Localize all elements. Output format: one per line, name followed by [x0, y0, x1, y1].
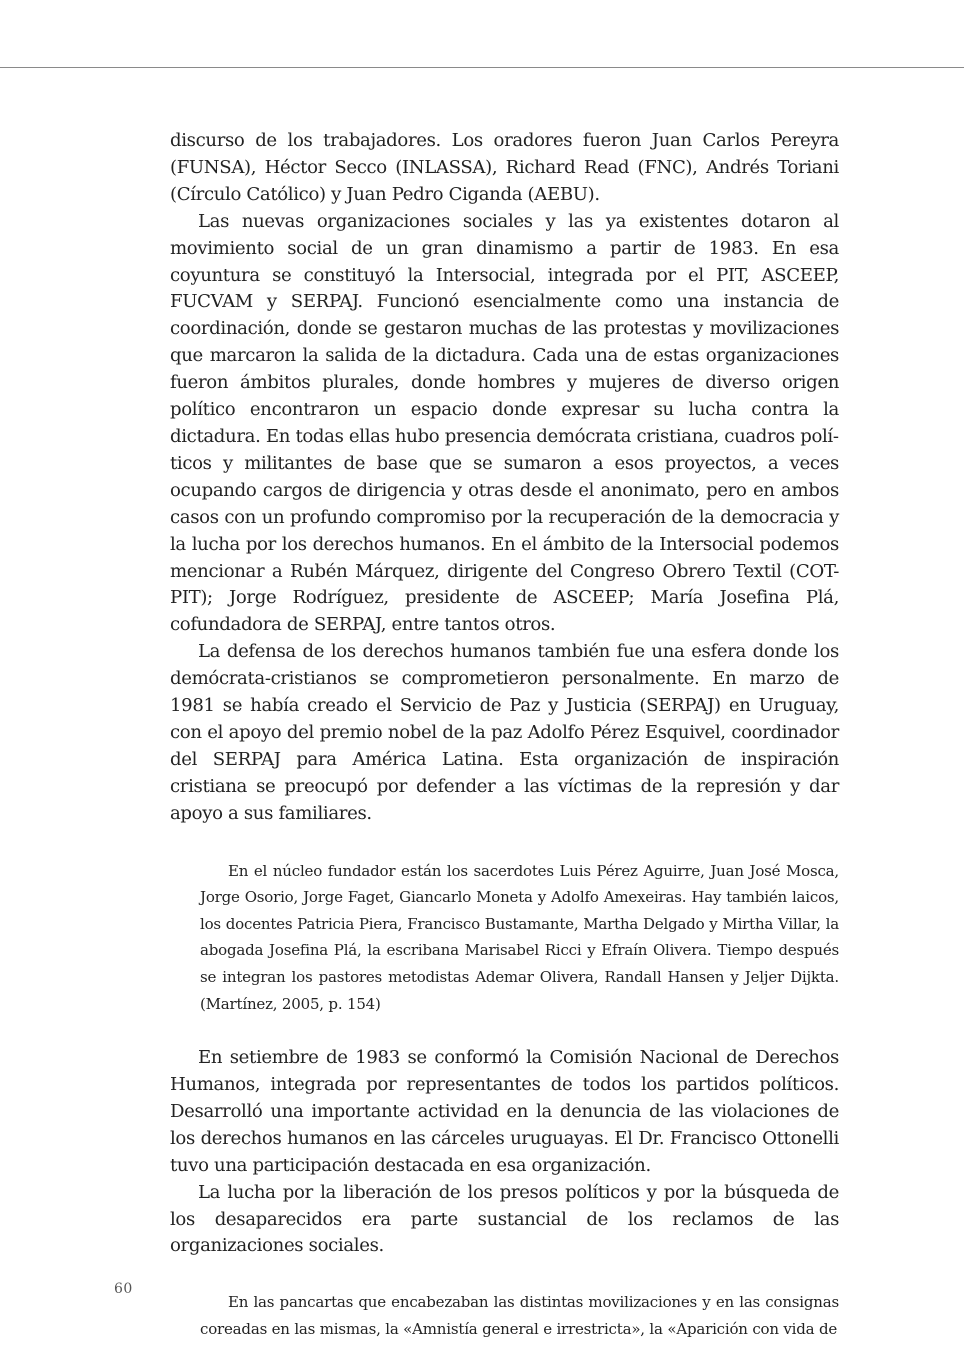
header-rule [0, 67, 964, 68]
block-quote: En el núcleo fundador están los sacerdotes Luis Pérez Aguirre, Juan José Mosca, Jorge Osorio, Jorge Faget, Giancarlo Moneta y Adolfo Amexeiras. Hay también laicos, los docentes Patricia Piera, Francisco Bustamante, Martha Delgado y Mirtha Villar, la abogada Josefina Plá, la escribana Marisabel Ricci y Efraín Olivera. Tiempo después se integran los pastores metodistas Ademar Olivera, Randall Hansen y Jeljer Dijkta. (Martínez, 2005, p. 154) [200, 861, 839, 1013]
paragraph: Las nuevas organizaciones sociales y las ya existentes dotaron al movimiento social de un gran dinamismo a partir de 1983. En esa coyuntura se constituyó la Intersocial, integrada por el PIT, ASCEEP, FUCVAM y SERPAJ. Funcionó esencialmente como una instancia de coordinación, donde se gestaron muchas de las protestas y movilizaciones que marcaron la salida de la dictadura. Cada una de estas organizaciones fueron ámbitos plurales, donde hombres y mujeres de diverso origen político encontraron un espacio donde expresar su lucha contra la dictadura. En todas ellas hubo presencia demócrata cristiana, cuadros políticos y militantes de base que se sumaron a esos proyectos, a veces ocupando cargos de dirigencia y otras desde el anonimato, pero en ambos casos con un profundo compromiso por la recuperación de la democracia y la lucha por los derechos humanos. En el ámbito de la Intersocial podemos mencionar a Rubén Márquez, dirigente del Congreso Obrero Textil (COT-PIT); Jorge Rodríguez, presidente de ASCEEP; María Josefina Plá, cofundadora de SERPAJ, entre tantos otros. [170, 210, 839, 636]
paragraph: La lucha por la liberación de los presos políticos y por la búsqueda de los desaparecidos era parte sustancial de los reclamos de las organizaciones sociales. [170, 1181, 839, 1257]
paragraph: discurso de los trabajadores. Los oradores fueron Juan Carlos Pereyra (FUNSA), Héctor Secco (INLASSA), Richard Read (FNC), Andrés Toriani (Círculo Católico) y Juan Pedro Ciganda (AEBU). [170, 130, 839, 205]
block-quote: En las pancartas que encabezaban las distintas movilizaciones y en las consignas coreadas en las mismas, la «Amnistía general e irrestricta», la «Aparición con vida de [200, 1293, 839, 1338]
page-number: 60 [114, 1281, 133, 1297]
paragraph: La defensa de los derechos humanos también fue una esfera donde los demócrata-cristianos se comprometieron personalmente. En marzo de 1981 se había creado el Servicio de Paz y Justicia (SERPAJ) en Uruguay, con el apoyo del premio nobel de la paz Adolfo Pérez Esquivel, coordinador del SERPAJ para América Latina. Esta organización de inspiración cristiana se preocupó por defender a las víctimas de la represión y dar apoyo a sus familiares. [170, 641, 839, 824]
paragraph: En setiembre de 1983 se conformó la Comisión Nacional de Derechos Humanos, integrada por representantes de todos los partidos políticos. Desarrolló una importante actividad en la denuncia de las violaciones de los derechos humanos en las cárceles uruguayas. El Dr. Francisco Ottonelli tuvo una participación destacada en esa organización. [170, 1047, 839, 1176]
page-body [170, 128, 839, 1343]
